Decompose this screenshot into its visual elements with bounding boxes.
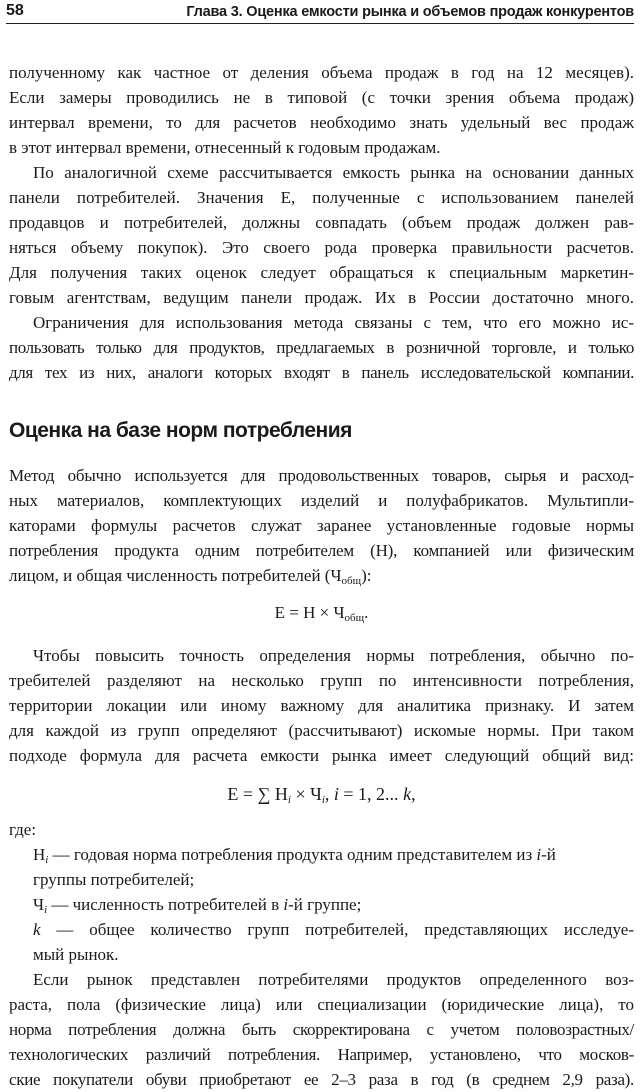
text-line: мый рынок. [33,945,119,964]
formula-lhs: Е = ∑ Н [227,784,288,804]
text-line: полученному как частное от деления объема продаж в год на 12 месяцев). [9,63,634,82]
definition-norm [9,842,634,892]
text-line: для каждой из групп определяют (рассчитывают) искомые нормы. При таком [9,721,634,740]
paragraph-4 [9,463,634,588]
text-fragment: лицом, и общая численность потребителей (Ч [9,566,342,585]
text-line: пользовать только для продуктов, предлагаемых в розничной торговле, и только [9,338,634,357]
definition-groups [9,917,634,967]
text-line: Для получения таких оценок следует обращаться к специальным маркетин- [9,263,634,282]
subscript: общ [341,575,362,587]
formula-end: . [364,603,369,622]
text-line: группы потребителей; [33,870,195,889]
text-line: технологических различий потребления. Например, установлено, что москов- [9,1045,634,1064]
text-line: Если рынок представлен потребителями продуктов определенного воз- [33,970,634,989]
text-line: раста, пола (физические лица) или специализации (юридические лица), то [9,995,634,1014]
formula-range: = 1, 2... [338,784,404,804]
def-text: — общее количество групп потребителей, представляющих исследуе- [40,920,634,939]
def-index: i [283,895,289,914]
formula-times: × Ч [290,784,322,804]
formula-subscript: i [321,794,325,806]
where-label: где: [9,820,37,839]
paragraph-5 [9,643,634,768]
def-symbol: k [33,920,41,939]
text-line: требителей разделяют на несколько групп по интенсивности потребления, [9,671,634,690]
def-tail: -й [541,845,556,864]
text-line: панели потребителей. Значения Е, полученные с использованием панелей [9,188,634,207]
text-line: потребления продукта одним потребителем (Н), компанией или физическим [9,541,634,560]
formula-total-consumers [9,600,634,625]
page-number: 58 [6,2,24,19]
text-line: норма потребления должна быть скорректирована с учетом половозрастных/ [9,1020,634,1039]
chapter-title: Глава 3. Оценка емкости рынка и объемов продаж конкурентов [186,4,634,20]
text-line: Ограничения для использования метода связаны с тем, что его можно ис- [33,313,634,332]
def-subscript: i [45,854,49,866]
text-line [9,563,634,588]
running-header [6,0,634,24]
text-fragment: ): [361,566,372,585]
formula-separator: , [324,784,334,804]
def-symbol: Ч [33,895,45,914]
def-text: — численность потребителей в [47,895,284,914]
text-line: для тех из них, аналоги которых входят в панель исследовательской компании. [9,363,634,382]
section-heading: Оценка на базе норм потребления [9,419,352,442]
def-index: i [536,845,542,864]
formula-subscript: i [287,794,291,806]
text-line [9,842,634,867]
formula-end: , [411,784,416,804]
formula-subscript: общ [344,612,365,624]
text-line: няться объему покупок). Это своего рода проверка правильности расчетов. [9,238,634,257]
def-tail: -й группе; [288,895,362,914]
paragraph-1 [9,60,634,160]
text-line [9,892,634,917]
def-symbol: Н [33,845,46,864]
text-line: в этот интервал времени, отнесенный к годовым продажам. [9,138,441,157]
definition-count [9,892,634,917]
text-line: каторами формулы расчетов служат заранее установленные годовые нормы [9,516,634,535]
text-line: подходе формула для расчета емкости рынка имеет следующий общий вид: [9,746,634,765]
body-text [9,60,634,1092]
formula-index: i [333,784,339,804]
header-rule [6,23,634,24]
text-line: интервал времени, то для расчетов необходимо знать удельный вес продаж [9,113,634,132]
text-line: Чтобы повысить точность определения нормы потребления, обычно по- [33,646,634,665]
text-line: продавцов и потребителей, должны совпадать (объем продаж должен рав- [9,213,634,232]
paragraph-6 [9,967,634,1092]
paragraph-3 [9,310,634,385]
text-line: территории локации или иному важному для аналитика признаку. И затем [9,696,634,715]
text-line: Метод обычно используется для продовольственных товаров, сырья и расход- [9,466,634,485]
formula-sum-groups [9,782,634,807]
text-line: ские покупатели обуви приобретают ее 2–3 раза в год (в среднем 2,9 раза). [9,1070,634,1089]
text-line: По аналогичной схеме рассчитывается емкость рынка на основании данных [33,163,634,182]
formula-main: Е = Н × Ч [274,603,345,622]
text-line: говым агентствам, ведущим панели продаж. Их в России достаточно много. [9,288,634,307]
text-line [9,917,634,942]
text-line: Если замеры проводились не в типовой (с точки зрения объема продаж) [9,88,634,107]
paragraph-2 [9,160,634,310]
def-text: — годовая норма потребления продукта одним представителем из [48,845,537,864]
text-line: ных материалов, комплектующих изделий и полуфабрикатов. Мультипли- [9,491,634,510]
def-subscript: i [44,904,48,916]
formula-count: k [403,784,412,804]
